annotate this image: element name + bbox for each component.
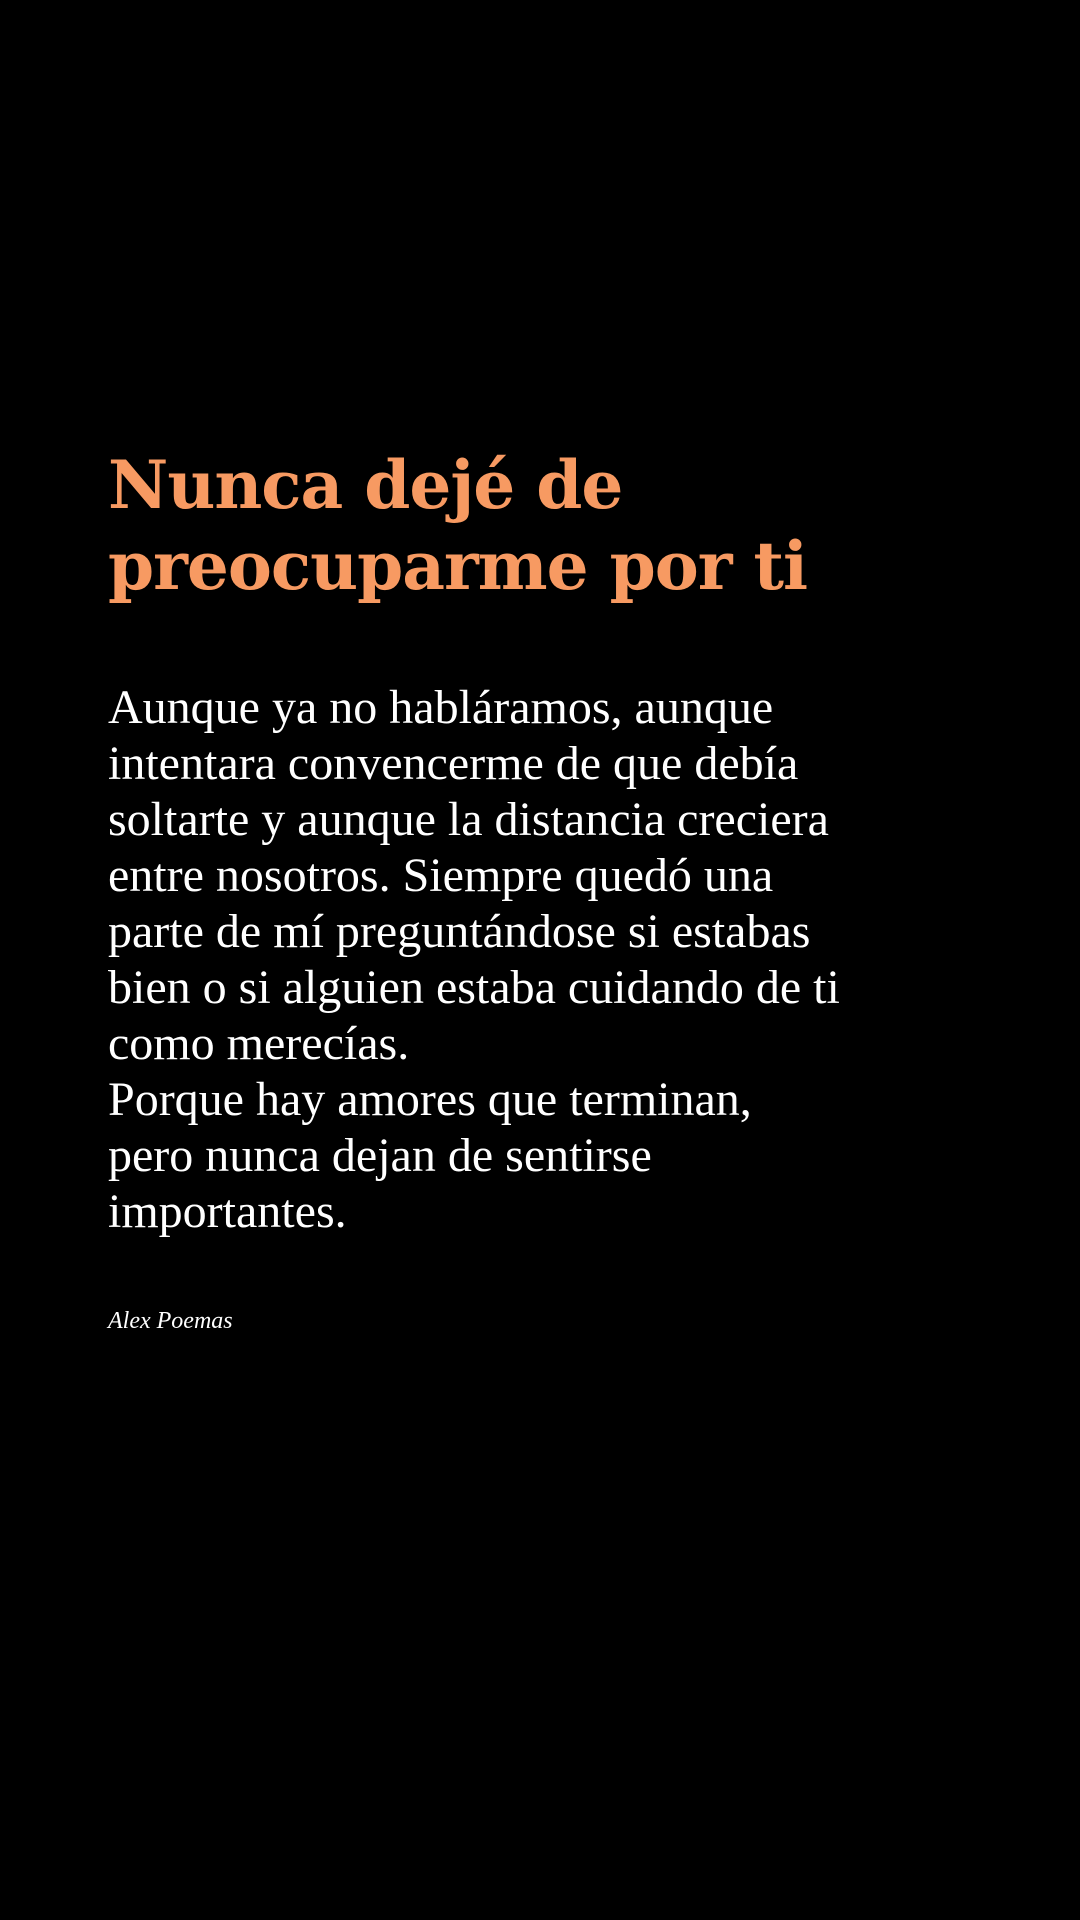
poem-line: pero nunca dejan de sentirse: [108, 1129, 652, 1182]
poem-line: soltarte y aunque la distancia creciera: [108, 793, 829, 846]
poem-line: bien o si alguien estaba cuidando de ti: [108, 961, 840, 1014]
poem-title-line: Nunca dejé de: [108, 446, 623, 524]
poem-line: Porque hay amores que terminan,: [108, 1073, 752, 1126]
poem-post: [108, 445, 1008, 1336]
poem-line: intentara convencerme de que debía: [108, 737, 799, 790]
poem-body: [108, 680, 1008, 1240]
poem-title: [108, 445, 1008, 607]
poem-line: importantes.: [108, 1185, 347, 1238]
poem-title-line: preocuparme por ti: [108, 527, 808, 605]
author-signature: Alex Poemas: [108, 1308, 233, 1334]
poem-line: como merecías.: [108, 1017, 410, 1070]
poem-line: entre nosotros. Siempre quedó una: [108, 849, 774, 902]
poem-line: Aunque ya no habláramos, aunque: [108, 681, 774, 734]
poem-line: parte de mí preguntándose si estabas: [108, 905, 811, 958]
